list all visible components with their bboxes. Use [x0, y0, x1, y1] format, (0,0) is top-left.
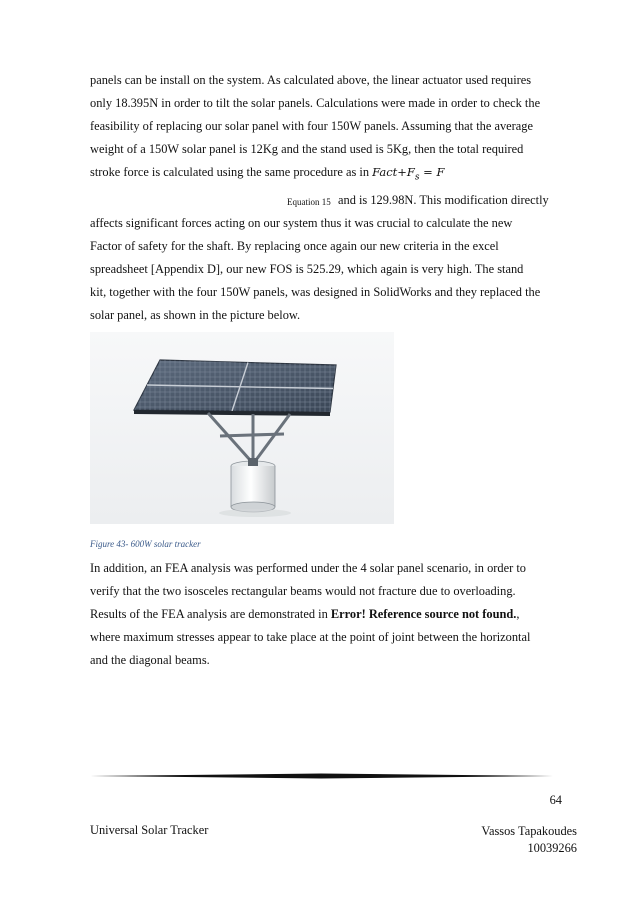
footer-divider — [90, 772, 553, 780]
text-line: panels can be install on the system. As calculated above, the linear actuator used requires — [90, 73, 532, 87]
text-line: feasibility of replacing our solar panel with four 150W panels. Assuming that the average — [90, 119, 533, 133]
broken-reference-error[interactable]: Error! Reference source not found. — [330, 607, 517, 621]
text-line: affects significant forces acting on our system thus it was crucial to calculate the new — [90, 216, 513, 231]
text-line: kit, together with the four 150W panels, was designed in SolidWorks and they replaced the — [90, 285, 541, 300]
text-line — [90, 603, 570, 626]
text-line: Factor of safety for the shaft. By replacing once again our new criteria in the excel — [90, 239, 499, 254]
figure-caption: Figure 43- 600W solar tracker — [90, 539, 201, 549]
equation-reference-link[interactable]: Equation 15 — [287, 197, 331, 208]
text-line: only 18.395N in order to tilt the solar panels. Calculations were made in order to check the — [90, 96, 541, 110]
solar-panel-array — [134, 360, 336, 416]
author-name: Vassos Tapakoudes — [481, 824, 577, 838]
text-fragment: , — [516, 607, 520, 621]
text-line: spreadsheet [Appendix D], our new FOS is 525.29, which again is very high. The stand — [90, 262, 524, 277]
paragraph-1 — [90, 69, 570, 327]
stroke-line-text: stroke force is calculated using the same procedure as in — [90, 165, 370, 179]
stand-base — [231, 458, 275, 512]
text-line: verify that the two isosceles rectangular beams would not fracture due to overloading. — [90, 584, 516, 598]
text-line — [90, 161, 570, 189]
text-line: where maximum stresses appear to take place at the point of joint between the horizontal — [90, 630, 531, 644]
equation-rhs: = F — [423, 165, 445, 179]
text-line: In addition, an FEA analysis was performed under the 4 solar panel scenario, in order to — [90, 561, 526, 575]
paragraph-2 — [90, 557, 570, 672]
equation-reference-line — [90, 189, 570, 212]
text-fragment: Results of the FEA analysis are demonstrated in — [90, 607, 331, 621]
equation-inline: $Fact+F_s = F$ — [372, 165, 445, 183]
page-number: 64 — [549, 793, 562, 807]
author-id: 10039266 — [527, 841, 577, 855]
equation-line-tail: and is 129.98N. This modification directly — [338, 193, 549, 208]
text-line: solar panel, as shown in the picture below. — [90, 308, 301, 323]
equation-subscript: s — [414, 172, 420, 183]
text-line: and the diagonal beams. — [90, 653, 210, 667]
text-line: weight of a 150W solar panel is 12Kg and the stand used is 5Kg, then the total required — [90, 142, 524, 156]
footer-title: Universal Solar Tracker — [90, 823, 209, 837]
footer-author — [440, 823, 577, 857]
solar-tracker-figure — [90, 332, 394, 524]
base-shadow — [219, 509, 291, 517]
